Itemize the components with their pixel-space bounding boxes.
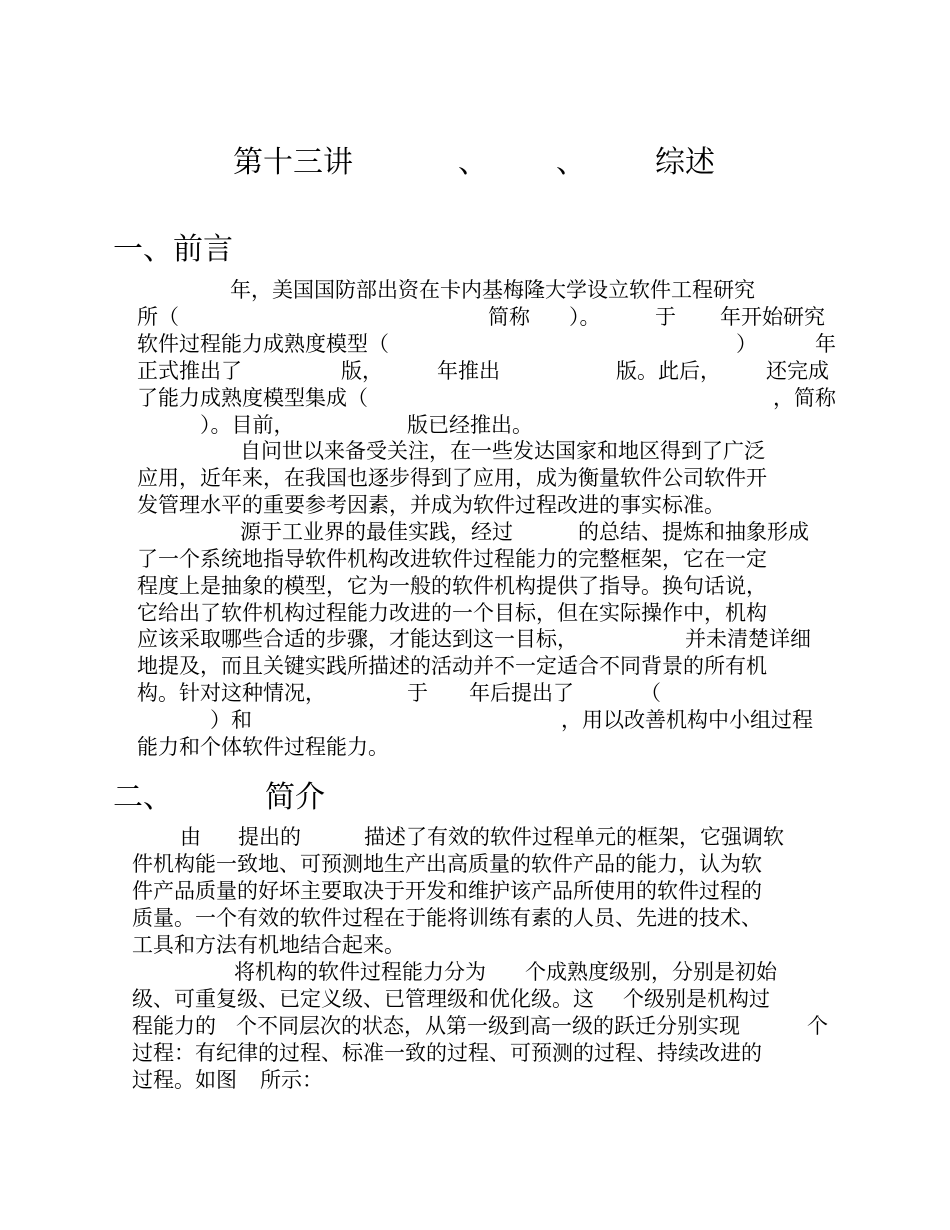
text-line: 能力和个体软件过程能力。: [137, 735, 389, 759]
text-line: 所（: [137, 305, 179, 329]
text-line: 年，美国国防部出资在卡内基梅隆大学设立软件工程研究: [230, 278, 755, 302]
text-line: 简称: [488, 305, 530, 329]
text-line: 个成熟度级别，分别是初始: [525, 960, 777, 984]
text-line: 由: [180, 825, 201, 849]
text-line: 应该采取哪些合适的步骤，才能达到这一目标，: [137, 627, 578, 651]
text-line: 于: [407, 681, 428, 705]
text-line: 件产品质量的好坏主要取决于开发和维护该产品所使用的软件过程的: [132, 879, 762, 903]
page-title-part: 、: [458, 145, 488, 180]
text-line: 级、可重复级、已定义级、已管理级和优化级。这: [132, 987, 594, 1011]
text-line: 应用，近年来，在我国也逐步得到了应用，成为衡量软件公司软件开: [137, 466, 767, 490]
text-line: 地提及，而且关键实践所描述的活动并不一定适合不同背景的所有机: [137, 654, 767, 678]
text-line: 还完成: [766, 359, 829, 383]
text-line: 年开始研究: [720, 305, 825, 329]
text-line: 了一个系统地指导软件机构改进软件过程能力的完整框架，它在一定: [137, 547, 767, 571]
text-line: 描述了有效的软件过程单元的框架，它强调软: [364, 825, 784, 849]
text-line: 并未清楚详细: [685, 627, 811, 651]
text-line: 所示：: [260, 1068, 323, 1092]
text-line: 版已经推出。: [407, 413, 533, 437]
text-line: ，简称: [773, 386, 836, 410]
text-line: 个不同层次的状态，从第一级到高一级的跃迁分别实现: [236, 1014, 740, 1038]
section-heading: 简介: [265, 780, 325, 815]
text-line: 正式推出了: [137, 359, 242, 383]
text-line: 提出的: [238, 825, 301, 849]
text-line: 程度上是抽象的模型，它为一般的软件机构提供了指导。换句话说，: [137, 574, 767, 598]
text-line: 工具和方法有机地结合起来。: [132, 933, 405, 957]
text-line: 的总结、提炼和抽象形成: [578, 520, 809, 544]
text-line: 质量。一个有效的软件过程在于能将训练有素的人员、先进的技术、: [132, 906, 762, 930]
text-line: （: [640, 681, 661, 705]
text-line: 源于工业界的最佳实践，经过: [240, 520, 513, 544]
text-line: 发管理水平的重要参考因素，并成为软件过程改进的事实标准。: [137, 493, 725, 517]
text-line: 个级别是机构过: [623, 987, 770, 1011]
text-line: 件机构能一致地、可预测地生产出高质量的软件产品的能力，认为软: [132, 852, 762, 876]
text-line: ）和: [210, 708, 252, 732]
text-line: 年: [815, 332, 836, 356]
text-line: ）。: [569, 305, 601, 329]
page-title-part: 综述: [655, 145, 715, 180]
section-heading: 二、: [113, 780, 173, 815]
text-line: 版，: [341, 359, 383, 383]
text-line: 构。针对这种情况，: [137, 681, 326, 705]
text-line: 自问世以来备受关注，在一些发达国家和地区得到了广泛: [240, 439, 765, 463]
page-title-part: 、: [556, 145, 586, 180]
text-line: 它给出了软件机构过程能力改进的一个目标，但在实际操作中，机构: [137, 601, 767, 625]
text-line: 了能力成熟度模型集成（: [137, 386, 368, 410]
section-heading: 一、前言: [113, 232, 233, 267]
text-line: 年推出: [437, 359, 500, 383]
text-line: 将机构的软件过程能力分为: [234, 960, 486, 984]
text-line: ）。目前，: [200, 413, 295, 437]
text-line: 年后提出了: [469, 681, 574, 705]
text-line: 软件过程能力成熟度模型（: [137, 332, 389, 356]
text-line: 过程。如图: [132, 1068, 237, 1092]
text-line: 版。此后，: [616, 359, 721, 383]
text-line: 程能力的: [132, 1014, 216, 1038]
page-title-part: 第十三讲: [233, 145, 353, 180]
text-line: ）: [736, 332, 757, 356]
text-line: ，用以改善机构中小组过程: [561, 708, 813, 732]
text-line: 过程：有纪律的过程、标准一致的过程、可预测的过程、持续改进的: [132, 1041, 762, 1065]
text-line: 个: [807, 1014, 828, 1038]
text-line: 于: [655, 305, 676, 329]
